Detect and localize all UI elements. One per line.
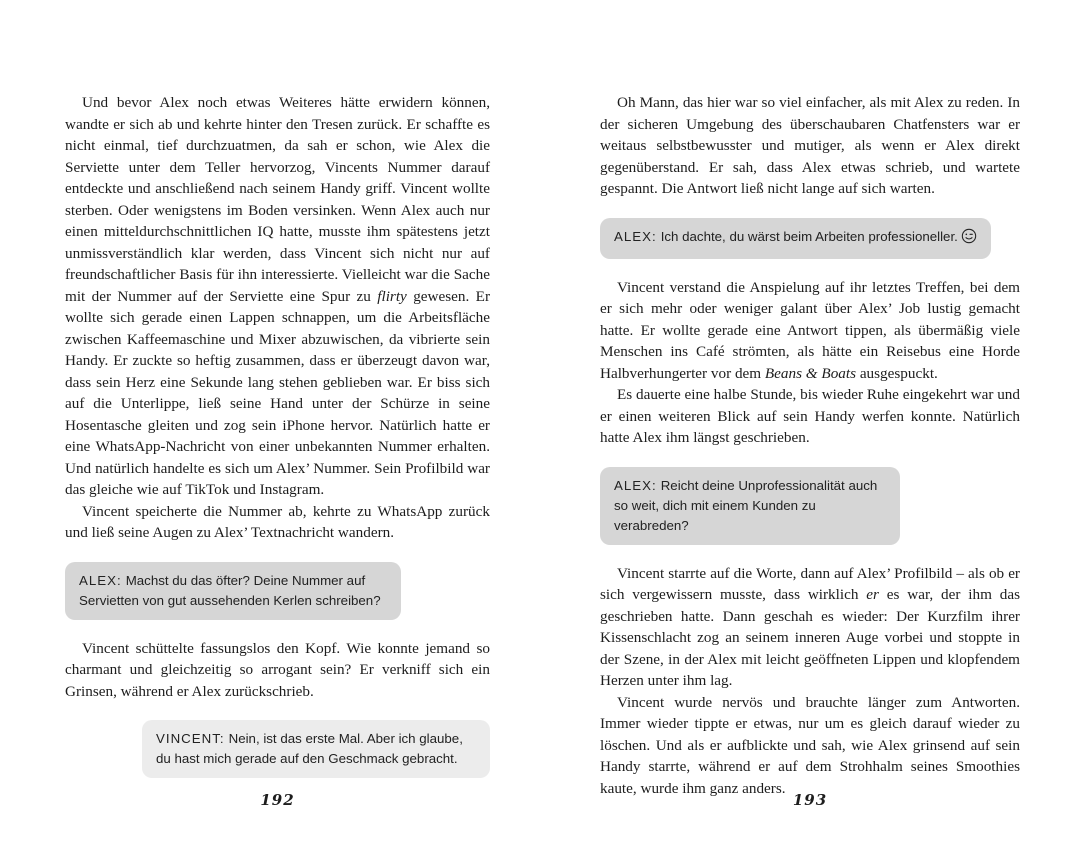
paragraph: Vincent schüttelte fassungslos den Kopf. Wie konnte jemand so charmant und gleichzeitig so arrogant sein? Er verkniff sich ein Grinsen, während er Alex zurückschrieb. — [65, 639, 490, 700]
speaker-label: VINCENT: — [156, 731, 225, 746]
paragraph: Oh Mann, das hier war so viel einfacher, als mit Alex zu reden. In der sicheren Umgebung des überschaubaren Chatfensters war er weitaus selbstbewusster und mutiger, als wenn er Alex direkt gegenüberstand. Er sah, dass Alex etwas schrieb, und wartete gespannt. Die Antwort ließ nicht lange auf sich warten. — [600, 94, 1020, 197]
chat-bubble-row — [65, 720, 490, 778]
winking-face-emoji-icon — [961, 228, 977, 250]
right-page — [540, 0, 1080, 861]
chat-bubble-alex — [600, 467, 900, 545]
page-number: 193 — [792, 791, 828, 809]
chat-message: Ich dachte, du wärst beim Arbeiten professioneller. — [660, 228, 958, 244]
chat-bubble-vincent — [142, 720, 490, 778]
paragraph: Vincent wurde nervös und brauchte länger zum Antworten. Immer wieder tippte er etwas, nur um es gleich darauf wieder zu löschen. Und als er aufblickte und sah, wie Alex grinsend auf sein Handy starrte, während er auf dem Strohhalm seines Smoothies kaute, wurde ihm ganz anders. — [600, 693, 1020, 797]
paragraph: Vincent verstand die Anspielung auf ihr letztes Treffen, bei dem er sich mehr oder weniger galant über Alex’ Job lustig gemacht hatte. Er wollte gerade eine Antwort tippen, als übermäßig viele Menschen ins Café strömten, als hätte ein Reisebus eine Horde Halbverhungerter vor dem Beans & Boats ausgespuckt. — [600, 278, 1020, 382]
chat-bubble-alex — [65, 562, 401, 620]
paragraph: Vincent speicherte die Nummer ab, kehrte zu WhatsApp zurück und ließ seine Augen zu Alex’ Textnachricht wandern. — [65, 502, 490, 541]
speaker-label: ALEX: — [614, 228, 657, 244]
chat-message: Reicht deine Unprofessionalität auch so weit, dich mit einem Kunden zu verabreden? — [614, 477, 878, 533]
chat-bubble-row — [600, 218, 1020, 259]
page-number: 192 — [260, 791, 295, 809]
speaker-label: ALEX: — [79, 572, 122, 588]
speaker-label: ALEX: — [614, 477, 657, 493]
paragraph: Und bevor Alex noch etwas Weiteres hätte erwidern können, wandte er sich ab und kehrte hinter den Tresen zurück. Er schaffte es nicht einmal, tief durchzuatmen, da sah er schon, wie Alex die Serviette unter dem Teller hervorzog, Vincents Nummer darauf entdeckte und anschließend nach seinem Handy griff. Vincent wollte sterben. Oder wenigstens im Boden versinken. Wenn Alex auch nur einen mitteldurchschnittlichen IQ hatte, musste ihm spätestens jetzt unmissverständlich klar werden, dass Vincent sich nicht nur auf freundschaftlicher Basis für ihn interessierte. Vielleicht war die Sache mit der Nummer auf der Serviette eine Spur zu flirty gewesen. Er wollte sich gerade einen Lappen schnappen, um die Arbeitsfläche zwischen Kaffeemaschine und Mixer abzuwischen, da vibrierte sein Handy. Er zuckte so heftig zusammen, dass er überzeugt davon war, dass sein Herz eine Sekunde lang stehen geblieben war. Er biss sich auf die Unterlippe, ließ seine Hand unter der Schürze in seine Hosentasche gleiten und zog sein iPhone hervor. Natürlich hatte er eine WhatsApp-Nachricht von einer unbekannten Nummer erhalten. Und natürlich handelte es sich um Alex’ Nummer. Sein Profilbild war das gleiche wie auf TikTok und Instagram. — [65, 94, 491, 498]
chat-bubble-row — [600, 467, 1020, 545]
chat-bubble-alex — [600, 218, 991, 259]
chat-message: Nein, ist das erste Mal. Aber ich glaube, du hast mich gerade auf den Geschmack gebracht. — [156, 731, 463, 766]
chat-bubble-row — [65, 562, 490, 620]
paragraph: Vincent starrte auf die Worte, dann auf Alex’ Profilbild – als ob er sich vergewissern musste, dass wirklich er es war, der ihm das geschrieben hatte. Dann geschah es wieder: Der Kurzfilm ihrer Kissenschlacht zog an seinem inneren Auge vorbei und stoppte in der Szene, in der Alex mit leicht geöffneten Lippen und klopfendem Herzen unter ihm lag. — [600, 564, 1021, 689]
chat-message: Machst du das öfter? Deine Nummer auf Servietten von gut aussehenden Kerlen schreiben? — [79, 572, 381, 608]
paragraph: Es dauerte eine halbe Stunde, bis wieder Ruhe eingekehrt war und er einen weiteren Blick auf sein Handy werfen konnte. Natürlich hatte Alex ihm längst geschrieben. — [600, 386, 1020, 446]
